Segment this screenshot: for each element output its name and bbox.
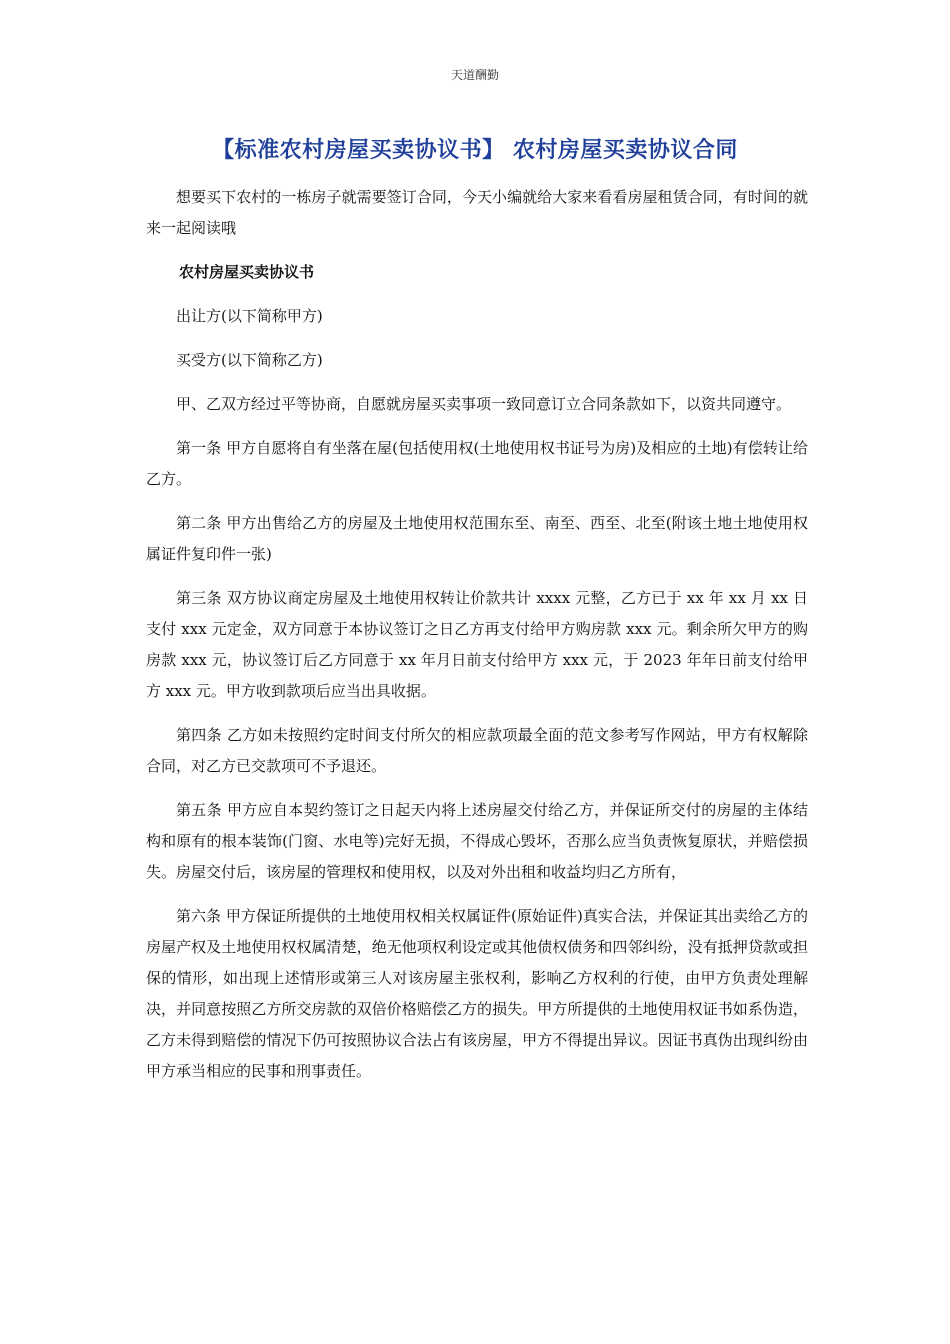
article-5: 第五条 甲方应自本契约签订之日起天内将上述房屋交付给乙方，并保证所交付的房屋的主体结构和原有的根本装饰(门窗、水电等)完好无损，不得成心毁坏，否那么应当负责恢复原状，并赔偿损失。房屋交付后，该房屋的管理权和使用权，以及对外出租和收益均归乙方所有，	[146, 801, 808, 881]
section-heading: 农村房屋买卖协议书	[179, 263, 315, 281]
agreement-preamble: 甲、乙双方经过平等协商，自愿就房屋买卖事项一致同意订立合同条款如下，以资共同遵守。	[176, 395, 792, 413]
page-header: 天道酬勤	[450, 68, 499, 82]
seller-line: 出让方(以下简称甲方)	[176, 307, 323, 325]
document-body	[146, 182, 808, 1100]
article-4: 第四条 乙方如未按照约定时间支付所欠的相应款项最全面的范文参考写作网站，甲方有权解除合同，对乙方已交款项可不予退还。	[146, 726, 808, 775]
intro-paragraph: 想要买下农村的一栋房子就需要签订合同，今天小编就给大家来看看房屋租赁合同，有时间的就来一起阅读哦	[146, 188, 808, 237]
buyer-line: 买受方(以下简称乙方)	[176, 351, 323, 369]
article-1: 第一条 甲方自愿将自有坐落在屋(包括使用权(土地使用权书证号为房)及相应的土地)有偿转让给乙方。	[146, 439, 808, 488]
article-3: 第三条 双方协议商定房屋及土地使用权转让价款共计 xxxx 元整，乙方已于 xx 年 xx 月 xx 日支付 xxx 元定金，双方同意于本协议签订之日乙方再支付给甲方购房款 xxx 元。剩余所欠甲方的购房款 xxx 元，协议签订后乙方同意于 xx 年月日前支付给甲方 xxx 元，于 2023 年年日前支付给甲方 xxx 元。甲方收到款项后应当出具收据。	[146, 589, 808, 700]
document-title: 【标准农村房屋买卖协议书】 农村房屋买卖协议合同	[212, 138, 738, 163]
article-6: 第六条 甲方保证所提供的土地使用权相关权属证件(原始证件)真实合法，并保证其出卖给乙方的房屋产权及土地使用权权属清楚，绝无他项权利设定或其他债权债务和四邻纠纷，没有抵押贷款或担保的情形，如出现上述情形或第三人对该房屋主张权利，影响乙方权利的行使，由甲方负责处理解决，并同意按照乙方所交房款的双倍价格赔偿乙方的损失。甲方所提供的土地使用权证书如系伪造，乙方未得到赔偿的情况下仍可按照协议合法占有该房屋，甲方不得提出异议。因证书真伪出现纠纷由甲方承当相应的民事和刑事责任。	[146, 907, 808, 1080]
article-2: 第二条 甲方出售给乙方的房屋及土地使用权范围东至、南至、西至、北至(附该土地土地使用权属证件复印件一张)	[146, 514, 808, 563]
